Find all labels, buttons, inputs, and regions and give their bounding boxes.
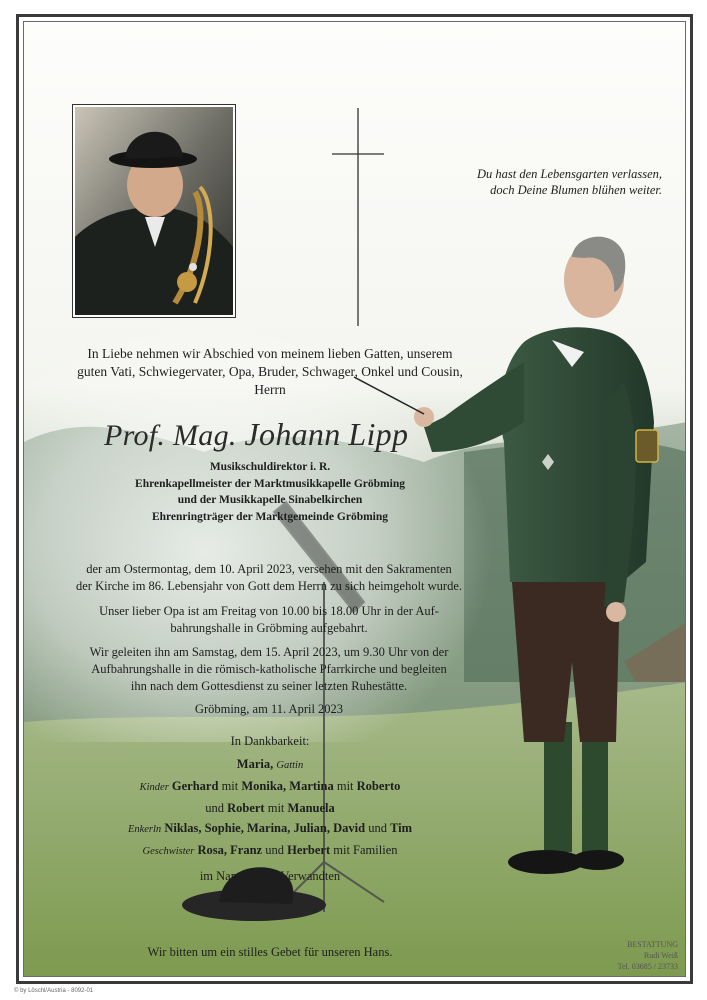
connector: und [368, 821, 387, 835]
grandchildren-line [60, 818, 480, 840]
funeral-notice [34, 644, 504, 695]
deceased-first-name: Johann [244, 416, 341, 452]
place-date [34, 701, 504, 718]
honor-item: und der Musikkapelle Sinabelkirchen [177, 494, 363, 506]
copyright-note: © by Löschl/Austria - 8092-01 [14, 988, 94, 994]
deceased-title: Prof. Mag. [104, 419, 237, 452]
place-date-text: Gröbming, am 11. April 2023 [194, 702, 344, 716]
siblings-label: Geschwister [142, 846, 195, 857]
obituary-card [23, 21, 686, 977]
connector: mit [336, 779, 354, 793]
family-list [60, 754, 480, 886]
relatives-line: im Namen aller Verwandten [199, 869, 341, 883]
funeral-line-1: Wir geleiten ihn am Samstag, dem 15. April 2023, um 9.30 Uhr von der [89, 645, 449, 659]
death-notice-line-1: der am Ostermontag, dem 10. April 2023, versehen mit den Sakramenten [86, 562, 452, 576]
connector: und [205, 801, 224, 815]
grandchild-names: Niklas, Sophie, Marina, Julian, David [164, 821, 366, 835]
intro-line-2: guten Vati, Schwiegervater, Opa, Bruder, Schwager, Onkel und Cousin, [77, 364, 463, 379]
funeral-home-line-3: Tel. 03685 / 23733 [617, 962, 678, 971]
sibling-suffix: mit Familien [333, 843, 398, 857]
connector: und [265, 843, 284, 857]
child-name: Monika, Martina [241, 779, 334, 793]
children-label: Kinder [139, 782, 169, 793]
siblings-line [60, 840, 480, 862]
sibling-names: Rosa, Franz [197, 843, 263, 857]
portrait-photo [72, 104, 236, 318]
quote-line-2: doch Deine Blumen blühen weiter. [490, 183, 662, 197]
intro-line-3: Herrn [254, 382, 286, 397]
deceased-last-name: Lipp [348, 416, 409, 452]
child-name: Manuela [287, 801, 335, 815]
intro-line-1: In Liebe nehmen wir Abschied von meinem lieben Gatten, unserem [87, 346, 453, 361]
wife-label: Gattin [276, 760, 304, 771]
grandchild-name: Tim [390, 821, 413, 835]
quote-line-1: Du hast den Lebensgarten verlassen, [476, 167, 662, 181]
wife-name: Maria, [236, 757, 274, 771]
intro-text [60, 345, 480, 399]
honor-item: Ehrenkapellmeister der Marktmusikkapelle Gröbming [135, 477, 405, 490]
cross-icon [330, 108, 386, 326]
honors-list [60, 459, 480, 525]
wife-line [60, 754, 480, 776]
children-line-2 [60, 798, 480, 818]
death-notice-line-2: der Kirche im 86. Lebensjahr von Gott dem Herrn zu sich heimgeholt wurde. [76, 579, 462, 593]
funeral-line-2: Aufbahrungshalle in die römisch-katholische Pfarrkirche und begleiten [91, 662, 447, 676]
death-notice [34, 561, 504, 595]
funeral-home-line-1: BESTATTUNG [627, 940, 678, 949]
viewing-notice [34, 603, 504, 637]
honor-item: Ehrenringträger der Marktgemeinde Gröbming [151, 510, 389, 523]
funeral-line-3: ihn nach dem Gottesdienst zu seiner letzten Ruhestätte. [130, 679, 408, 693]
connector: mit [221, 779, 239, 793]
viewing-line-2: bahrungshalle in Gröbming aufgebahrt. [170, 621, 368, 635]
prayer-request: Wir bitten um ein stilles Gebet für unseren Hans. [147, 945, 393, 959]
viewing-line-1: Unser lieber Opa ist am Freitag von 10.00 bis 18.00 Uhr in der Auf- [99, 604, 439, 618]
deceased-name [104, 416, 408, 453]
child-name: Robert [227, 801, 265, 815]
child-name: Roberto [356, 779, 401, 793]
connector: mit [267, 801, 285, 815]
gratitude-heading: In Dankbarkeit: [230, 734, 310, 748]
portrait-image [75, 107, 233, 315]
child-name: Gerhard [171, 779, 219, 793]
grandchildren-label: Enkerln [127, 824, 162, 835]
gratitude-section [60, 731, 480, 751]
funeral-home-line-2: Rudi Weiß [643, 951, 678, 960]
quote [444, 166, 662, 198]
children-line [60, 776, 480, 798]
funeral-home [598, 939, 678, 972]
sibling-name: Herbert [287, 843, 331, 857]
honor-item: Musikschuldirektor i. R. [209, 461, 331, 473]
